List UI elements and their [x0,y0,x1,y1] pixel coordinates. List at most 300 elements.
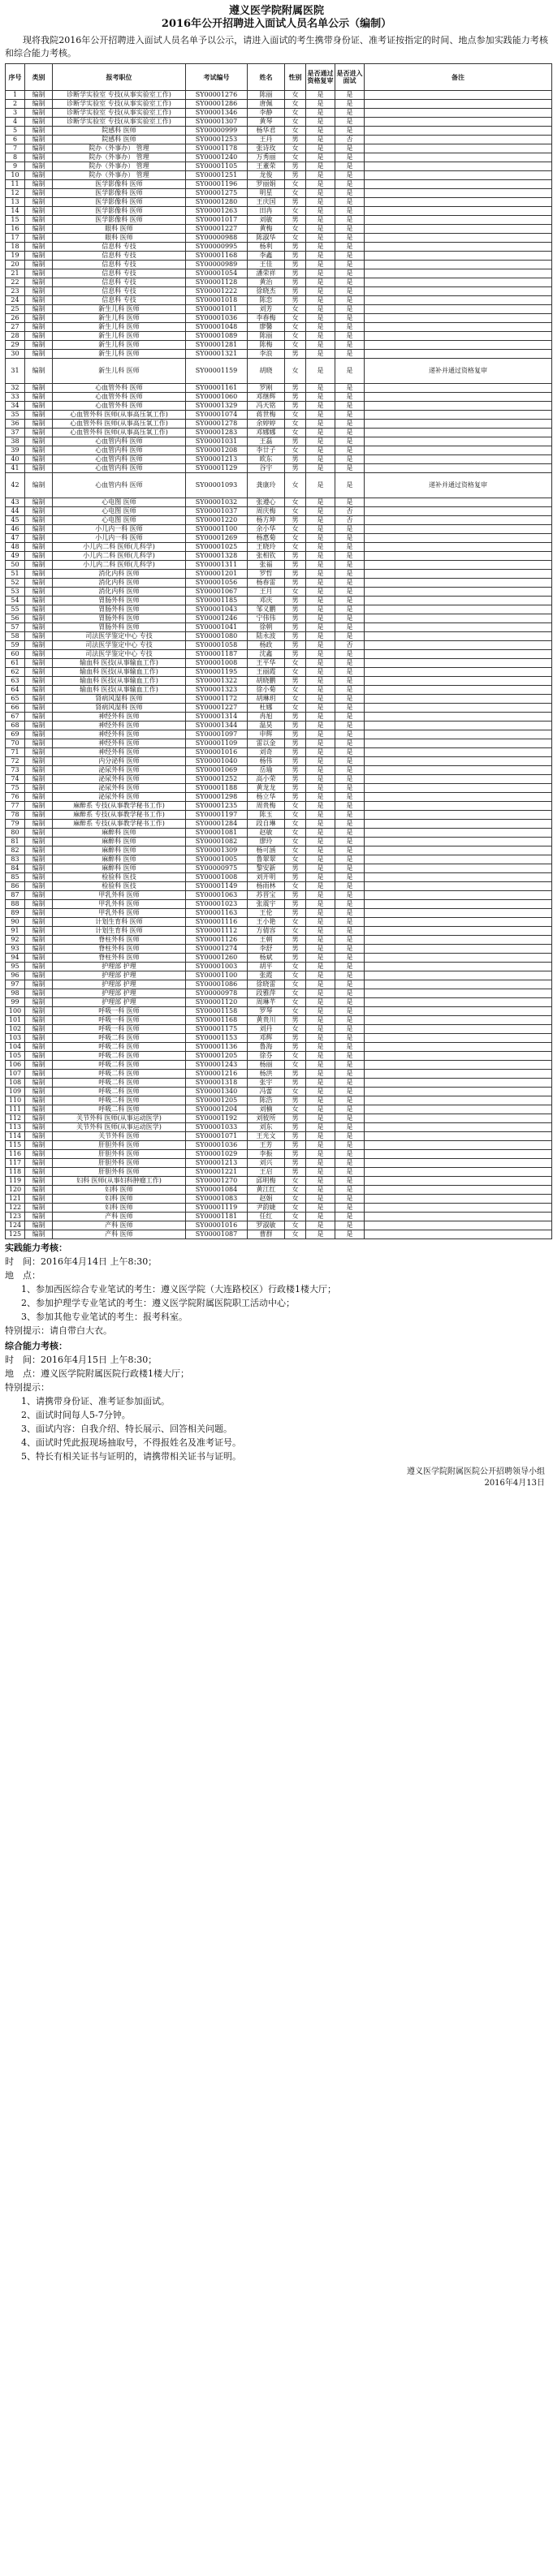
cell-interview: 是 [335,402,365,411]
cell-qualified: 是 [306,677,335,686]
table-row [6,189,552,198]
cell-index: 26 [6,314,25,323]
table-row [6,882,552,891]
cell-index: 59 [6,641,25,650]
cell-index: 110 [6,1096,25,1105]
cell-category: 编制 [25,686,53,695]
cell-interview: 是 [335,909,365,918]
cell-exam-id: SY00001126 [186,936,248,945]
table-row [6,775,552,784]
cell-name: 苏晋宝 [248,891,285,900]
cell-position: 诊断学实验室 专技(从事实验室工作) [53,100,186,109]
table-row [6,341,552,350]
cell-remark [365,820,552,829]
cell-name: 黎安新 [248,864,285,873]
cell-exam-id: SY00001016 [186,1221,248,1230]
cell-index: 21 [6,269,25,278]
cell-qualified: 是 [306,332,335,341]
cell-name: 宁伟伟 [248,614,285,623]
cell-position: 小儿内二科 医师(儿科学) [53,552,186,561]
cell-qualified: 是 [306,1221,335,1230]
cell-position: 医学影像科 医师 [53,180,186,189]
cell-index: 67 [6,713,25,722]
table-row [6,118,552,127]
practice-heading: 实践能力考核： [5,1243,67,1253]
cell-exam-id: SY00001240 [186,153,248,162]
cell-index: 99 [6,998,25,1007]
cell-gender: 女 [285,189,306,198]
table-row [6,305,552,314]
cell-interview: 是 [335,846,365,855]
cell-qualified: 是 [306,1186,335,1195]
cell-qualified: 是 [306,1016,335,1025]
cell-position: 检验科 医技 [53,873,186,882]
cell-exam-id: SY00001243 [186,1061,248,1070]
cell-name: 邹义鹏 [248,605,285,614]
cell-position: 心血管外科 医师(从事高压氧工作) [53,411,186,420]
cell-position: 司法医学鉴定中心 专技 [53,641,186,650]
cell-index: 35 [6,411,25,420]
tip-item: 5、特长有相关证书与证明的，请携带相关证书与证明。 [21,1451,241,1462]
notice-header [0,0,553,31]
cell-exam-id: SY00001097 [186,730,248,739]
cell-gender: 女 [285,811,306,820]
cell-category: 编制 [25,855,53,864]
cell-interview: 是 [335,704,365,713]
header-name: 姓名 [248,64,285,91]
cell-interview: 是 [335,1123,365,1132]
cell-interview: 是 [335,963,365,971]
cell-remark [365,900,552,909]
cell-interview: 是 [335,1141,365,1150]
cell-position: 心血管内科 医师 [53,446,186,455]
cell-category: 编制 [25,100,53,109]
cell-index: 108 [6,1079,25,1088]
cell-interview: 是 [335,739,365,748]
cell-category: 编制 [25,659,53,668]
cell-qualified: 是 [306,1177,335,1186]
cell-qualified: 是 [306,278,335,287]
cell-exam-id: SY00001158 [186,1007,248,1016]
cell-interview: 否 [335,641,365,650]
cell-gender: 男 [285,766,306,775]
cell-qualified: 是 [306,730,335,739]
cell-name: 余婷婷 [248,420,285,429]
cell-interview: 是 [335,1016,365,1025]
cell-exam-id: SY00001201 [186,570,248,579]
cell-remark [365,650,552,659]
cell-interview: 是 [335,341,365,350]
cell-qualified: 是 [306,650,335,659]
table-row [6,1123,552,1132]
table-row [6,1230,552,1239]
cell-index: 123 [6,1213,25,1221]
cell-gender: 男 [285,793,306,802]
cell-gender: 男 [285,1070,306,1079]
cell-interview: 是 [335,109,365,118]
cell-qualified: 是 [306,891,335,900]
cell-remark [365,225,552,234]
cell-gender: 男 [285,1034,306,1043]
cell-exam-id: SY00001168 [186,252,248,261]
cell-position: 院办（外事办） 管理 [53,162,186,171]
cell-position: 信息科 专技 [53,287,186,296]
cell-remark [365,891,552,900]
cell-exam-id: SY00001112 [186,927,248,936]
cell-qualified: 是 [306,909,335,918]
cell-name: 申辉 [248,730,285,739]
cell-gender: 男 [285,775,306,784]
table-row [6,820,552,829]
cell-remark [365,1141,552,1150]
cell-category: 编制 [25,429,53,437]
cell-category: 编制 [25,402,53,411]
cell-interview: 是 [335,713,365,722]
cell-qualified: 是 [306,350,335,359]
cell-position: 信息科 专技 [53,252,186,261]
cell-exam-id: SY00001175 [186,1025,248,1034]
cell-position: 护理部 护理 [53,998,186,1007]
cell-name: 鲁海 [248,1043,285,1052]
cell-name: 李振 [248,1150,285,1159]
cell-exam-id: SY00001197 [186,811,248,820]
cell-category: 编制 [25,464,53,473]
cell-index: 1 [6,91,25,100]
cell-qualified: 是 [306,1230,335,1239]
cell-category: 编制 [25,1052,53,1061]
cell-name: 李静 [248,109,285,118]
cell-interview: 是 [335,225,365,234]
cell-qualified: 是 [306,252,335,261]
cell-position: 输血科 医技(从事输血工作) [53,677,186,686]
cell-exam-id: SY00001120 [186,998,248,1007]
table-row [6,464,552,473]
cell-remark [365,1204,552,1213]
cell-interview: 是 [335,945,365,954]
cell-name: 胡晓 [248,359,285,384]
cell-name: 龚康玲 [248,473,285,498]
cell-category: 编制 [25,713,53,722]
cell-interview: 是 [335,1213,365,1221]
cell-gender: 男 [285,739,306,748]
cell-index: 50 [6,561,25,570]
table-row [6,207,552,216]
tip-item: 4、面试时凭此报现场抽取号，不得报姓名及准考证号。 [21,1437,241,1448]
cell-qualified: 是 [306,1096,335,1105]
cell-name: 张震宇 [248,900,285,909]
cell-name: 王佳 [248,261,285,269]
cell-interview: 是 [335,144,365,153]
cell-position: 院办（外事办） 管理 [53,144,186,153]
cell-name: 杨政 [248,641,285,650]
table-row [6,811,552,820]
cell-remark [365,278,552,287]
cell-category: 编制 [25,980,53,989]
cell-interview: 是 [335,614,365,623]
cell-category: 编制 [25,757,53,766]
cell-qualified: 是 [306,314,335,323]
table-row [6,216,552,225]
cell-index: 83 [6,855,25,864]
table-row [6,261,552,269]
cell-position: 信息科 专技 [53,261,186,269]
cell-gender: 女 [285,918,306,927]
cell-position: 小儿内二科 医师(儿科学) [53,561,186,570]
cell-exam-id: SY00001181 [186,1213,248,1221]
cell-name: 王月 [248,588,285,597]
cell-exam-id: SY00001253 [186,136,248,144]
cell-exam-id: SY00001048 [186,323,248,332]
cell-interview: 是 [335,936,365,945]
table-row [6,269,552,278]
cell-name: 杨斌 [248,954,285,963]
table-row [6,686,552,695]
table-row [6,402,552,411]
cell-exam-id: SY00001032 [186,498,248,507]
cell-position: 胃肠外科 医师 [53,614,186,623]
cell-interview: 是 [335,525,365,534]
cell-position: 眼科 医师 [53,225,186,234]
cell-category: 编制 [25,207,53,216]
cell-category: 编制 [25,811,53,820]
cell-index: 111 [6,1105,25,1114]
cell-category: 编制 [25,739,53,748]
cell-gender: 男 [285,873,306,882]
cell-exam-id: SY00001185 [186,597,248,605]
cell-qualified: 是 [306,784,335,793]
cell-qualified: 是 [306,1150,335,1159]
cell-qualified: 是 [306,713,335,722]
cell-qualified: 是 [306,1043,335,1052]
cell-interview: 是 [335,1114,365,1123]
cell-index: 89 [6,909,25,918]
cell-gender: 男 [285,287,306,296]
cell-qualified: 是 [306,1123,335,1132]
cell-index: 117 [6,1159,25,1168]
cell-category: 编制 [25,632,53,641]
cell-exam-id: SY00001119 [186,1204,248,1213]
cell-gender: 女 [285,1204,306,1213]
cell-category: 编制 [25,623,53,632]
cell-name: 罗淑敏 [248,1221,285,1230]
cell-exam-id: SY00001071 [186,1132,248,1141]
table-row [6,909,552,918]
cell-gender: 男 [285,757,306,766]
cell-category: 编制 [25,127,53,136]
cell-position: 信息科 专技 [53,278,186,287]
cell-qualified: 是 [306,127,335,136]
cell-gender: 男 [285,954,306,963]
cell-position: 产科 医师 [53,1230,186,1239]
cell-qualified: 是 [306,136,335,144]
cell-qualified: 是 [306,641,335,650]
cell-category: 编制 [25,1123,53,1132]
cell-exam-id: SY00001023 [186,900,248,909]
cell-index: 64 [6,686,25,695]
cell-gender: 女 [285,802,306,811]
cell-exam-id: SY00001251 [186,171,248,180]
cell-category: 编制 [25,588,53,597]
cell-category: 编制 [25,918,53,927]
cell-interview: 否 [335,507,365,516]
cell-interview: 是 [335,1043,365,1052]
cell-category: 编制 [25,891,53,900]
cell-category: 编制 [25,1132,53,1141]
table-row [6,579,552,588]
cell-remark [365,198,552,207]
cell-gender: 女 [285,1177,306,1186]
cell-gender: 男 [285,171,306,180]
cell-interview: 是 [335,891,365,900]
cell-gender: 男 [285,1043,306,1052]
cell-qualified: 是 [306,739,335,748]
cell-position: 麻醉科 医师 [53,829,186,838]
table-row [6,704,552,713]
cell-category: 编制 [25,341,53,350]
cell-category: 编制 [25,1150,53,1159]
cell-position: 心电图 医师 [53,516,186,525]
cell-gender: 男 [285,909,306,918]
cell-name: 王磊 [248,437,285,446]
cell-name: 田冉 [248,207,285,216]
cell-exam-id: SY00001074 [186,411,248,420]
cell-position: 院感科 医师 [53,136,186,144]
cell-index: 68 [6,722,25,730]
cell-category: 编制 [25,198,53,207]
cell-remark [365,695,552,704]
cell-remark [365,989,552,998]
cell-category: 编制 [25,473,53,498]
cell-interview: 是 [335,305,365,314]
cell-qualified: 是 [306,207,335,216]
table-row [6,411,552,420]
cell-gender: 男 [285,650,306,659]
cell-remark [365,1043,552,1052]
cell-interview: 是 [335,171,365,180]
cell-remark [365,323,552,332]
cell-name: 李浪 [248,350,285,359]
cell-category: 编制 [25,802,53,811]
cell-index: 119 [6,1177,25,1186]
cell-position: 脊柱外科 医师 [53,954,186,963]
cell-exam-id: SY00001283 [186,429,248,437]
cell-gender: 男 [285,402,306,411]
cell-interview: 是 [335,543,365,552]
cell-exam-id: SY00000975 [186,864,248,873]
cell-index: 77 [6,802,25,811]
table-row [6,429,552,437]
cell-index: 101 [6,1016,25,1025]
cell-exam-id: SY00001323 [186,686,248,695]
signature-date: 2016年4月13日 [484,1479,545,1488]
cell-name: 陈丽 [248,91,285,100]
cell-name: 刘敏 [248,216,285,225]
cell-gender: 男 [285,1114,306,1123]
cell-qualified: 是 [306,359,335,384]
cell-category: 编制 [25,118,53,127]
cell-remark [365,1230,552,1239]
cell-exam-id: SY00001187 [186,650,248,659]
cell-name: 邓辉 [248,1034,285,1043]
cell-position: 诊断学实验室 专技(从事实验室工作) [53,109,186,118]
table-row [6,1025,552,1034]
cell-position: 甲乳外科 医师 [53,900,186,909]
cell-qualified: 是 [306,632,335,641]
cell-index: 14 [6,207,25,216]
cell-index: 56 [6,614,25,623]
cell-position: 医学影像科 医师 [53,198,186,207]
cell-exam-id: SY00001204 [186,1105,248,1114]
cell-interview: 是 [335,927,365,936]
cell-name: 任红 [248,1213,285,1221]
cell-exam-id: SY00001080 [186,632,248,641]
cell-qualified: 是 [306,927,335,936]
cell-index: 65 [6,695,25,704]
cell-exam-id: SY00001067 [186,588,248,597]
cell-interview: 是 [335,1159,365,1168]
cell-remark [365,393,552,402]
cell-remark [365,739,552,748]
cell-name: 王平华 [248,659,285,668]
cell-remark [365,1061,552,1070]
cell-remark [365,1034,552,1043]
cell-remark [365,507,552,516]
cell-interview: 是 [335,623,365,632]
cell-exam-id: SY00001153 [186,1034,248,1043]
cell-gender: 男 [285,1150,306,1159]
cell-index: 23 [6,287,25,296]
cell-exam-id: SY00001128 [186,278,248,287]
cell-qualified: 是 [306,1168,335,1177]
table-row [6,971,552,980]
cell-gender: 男 [285,579,306,588]
cell-exam-id: SY00000989 [186,261,248,269]
cell-index: 15 [6,216,25,225]
cell-name: 廖玲 [248,838,285,846]
cell-exam-id: SY00001178 [186,144,248,153]
cell-position: 司法医学鉴定中心 专技 [53,650,186,659]
cell-remark [365,1096,552,1105]
cell-remark [365,936,552,945]
cell-gender: 女 [285,446,306,455]
cell-remark [365,171,552,180]
cell-name: 龙俊 [248,171,285,180]
cell-gender: 男 [285,136,306,144]
cell-name: 方倩容 [248,927,285,936]
cell-gender: 男 [285,1016,306,1025]
cell-index: 52 [6,579,25,588]
cell-remark [365,1052,552,1061]
cell-position: 产科 医师 [53,1221,186,1230]
table-row [6,287,552,296]
cell-name: 徐朝 [248,623,285,632]
cell-qualified: 是 [306,820,335,829]
cell-gender: 男 [285,677,306,686]
cell-category: 编制 [25,730,53,739]
cell-remark [365,1221,552,1230]
cell-exam-id: SY00001227 [186,704,248,713]
table-row [6,846,552,855]
table-row [6,136,552,144]
cell-index: 95 [6,963,25,971]
cell-interview: 是 [335,918,365,927]
cell-qualified: 是 [306,429,335,437]
cell-index: 2 [6,100,25,109]
cell-position: 胃肠外科 医师 [53,623,186,632]
cell-name: 黄龙龙 [248,784,285,793]
cell-exam-id: SY00001216 [186,1070,248,1079]
cell-qualified: 是 [306,882,335,891]
